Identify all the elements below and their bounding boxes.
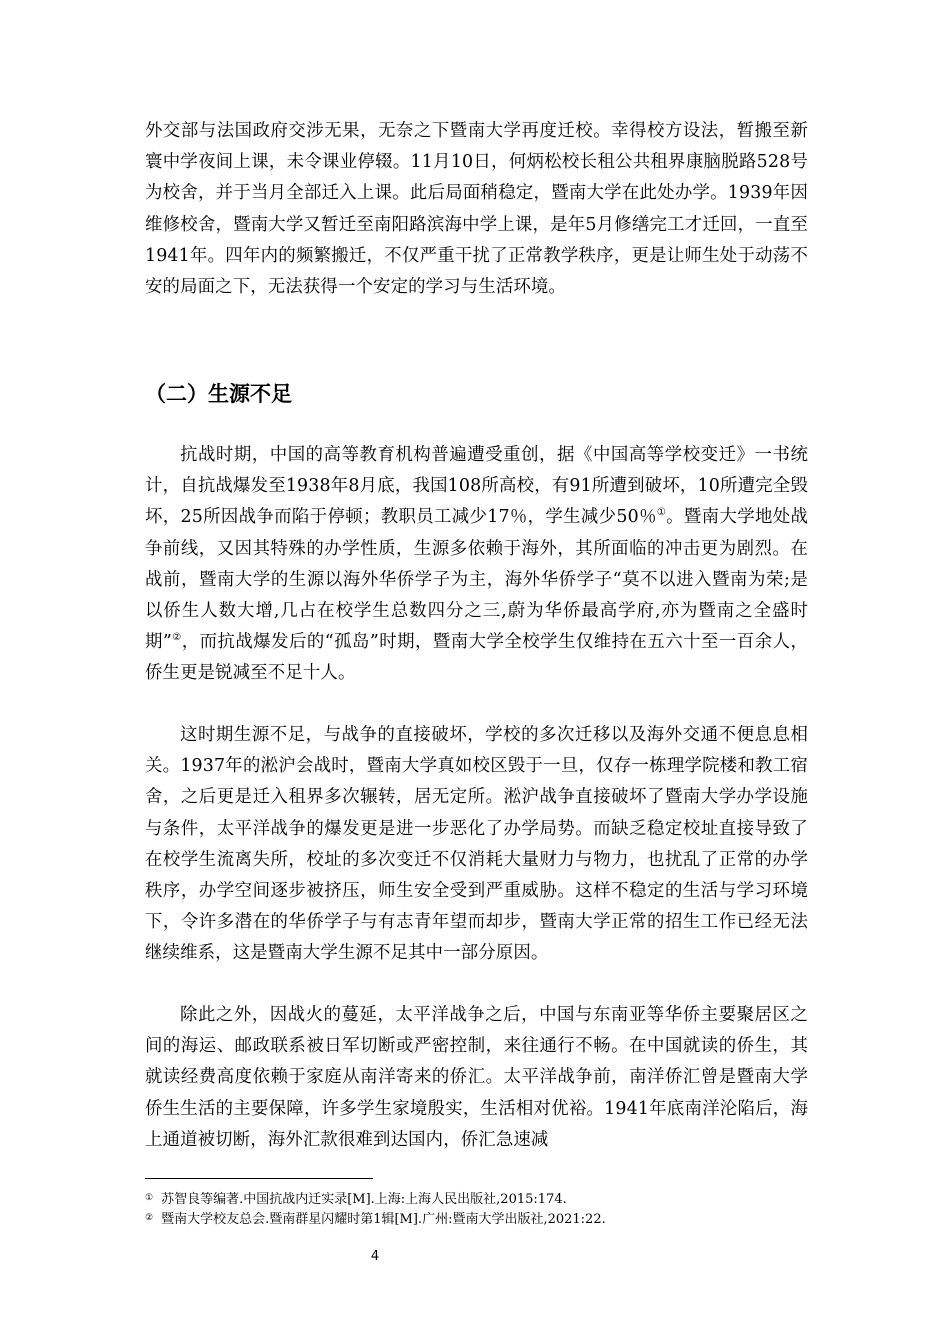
body-paragraph-1: 外交部与法国政府交涉无果，无奈之下暨南大学再度迁校。幸得校方设法，暂搬至新寰中学夜间上课，未令课业停辍。11月10日，何炳松校长租公共租界康脑脱路528号为校舍，并于当月全部迁入上课。此后局面稍稳定，暨南大学在此处办学。1939年因维修校舍，暨南大学又暂迁至南阳路滨海中学上课，是年5月修缮完工才迁回，一直至1941年。四年内的频繁搬迁，不仅严重干扰了正常教学秩序，更是让师生处于动荡不安的局面之下，无法获得一个安定的学习与生活环境。	[145, 121, 808, 298]
footnote-separator	[145, 1178, 373, 1179]
footnote-2-mark: ②	[145, 1213, 154, 1223]
footnote-1-text: 苏智良等编著.中国抗战内迁实录[M].上海:上海人民出版社,2015:174.	[161, 1192, 567, 1207]
paragraph-2-part-b: 。暨南大学地处战争前线，又因其特殊的办学性质，生源多依赖于海外，其所面临的冲击更为剧烈。在战前，暨南大学的生源以海外华侨学子为主，海外华侨学子“莫不以进入暨南为荣;是以侨生人数大增,几占在校学生总数四分之三,蔚为华侨最高学府,亦为暨南之全盛时期”	[145, 507, 809, 653]
footnote-ref-2[interactable]: ②	[171, 632, 182, 644]
body-paragraph-4: 除此之外，因战火的蔓延，太平洋战争之后，中国与东南亚等华侨主要聚居区之间的海运、邮政联系被日军切断或严密控制，来往通行不畅。在中国就读的侨生，其就读经费高度依赖于家庭从南洋寄来的侨汇。太平洋战争前，南洋侨汇曾是暨南大学侨生生活的主要保障，许多学生家境殷实，生活相对优裕。1941年底南洋沦陷后，海上通道被切断，海外汇款很难到达国内，侨汇急速减	[145, 1005, 808, 1150]
page-number: 4	[370, 1249, 380, 1264]
section-heading: （二）生源不足	[145, 382, 292, 406]
body-paragraph-3: 这时期生源不足，与战争的直接破坏，学校的多次迁移以及海外交通不便息息相关。1937年的淞沪会战时，暨南大学真如校区毁于一旦，仅存一栋理学院楼和教工宿舍，之后更是迁入租界多次辗转，居无定所。淞沪战争直接破坏了暨南大学办学设施与条件，太平洋战争的爆发更是进一步恶化了办学局势。而缺乏稳定校址直接导致了在校学生流离失所，校址的多次变迁不仅消耗大量财力与物力，也扰乱了正常的办学秩序，办学空间逐步被挤压，师生安全受到严重威胁。这样不稳定的生活与学习环境下，令许多潜在的华侨学子与有志青年望而却步，暨南大学正常的招生工作已经无法继续维系，这是暨南大学生源不足其中一部分原因。	[145, 725, 808, 964]
paragraph-2-part-a: 抗战时期，中国的高等教育机构普遍遭受重创，据《中国高等学校变迁》一书统计，自抗战爆发至1938年8月底，我国108所高校，有91所遭到破坏，10所遭完全毁坏，25所因战争而陷于停顿；教职员工减少17％，学生减少50％	[145, 445, 808, 528]
footnote-2-text: 暨南大学校友总会.暨南群星闪耀时第1辑[M].广州:暨南大学出版社,2021:22.	[161, 1212, 606, 1227]
paragraph-2-part-c: ，而抗战爆发后的“孤岛”时期，暨南大学全校学生仅维持在五六十至一百余人，侨生更是锐减至不足十人。	[145, 632, 808, 684]
footnote-1	[145, 1188, 808, 1210]
footnote-ref-1[interactable]: ①	[656, 507, 667, 519]
footnote-1-mark: ①	[145, 1193, 154, 1203]
footnote-2	[145, 1208, 808, 1230]
body-paragraph-2	[145, 440, 808, 690]
